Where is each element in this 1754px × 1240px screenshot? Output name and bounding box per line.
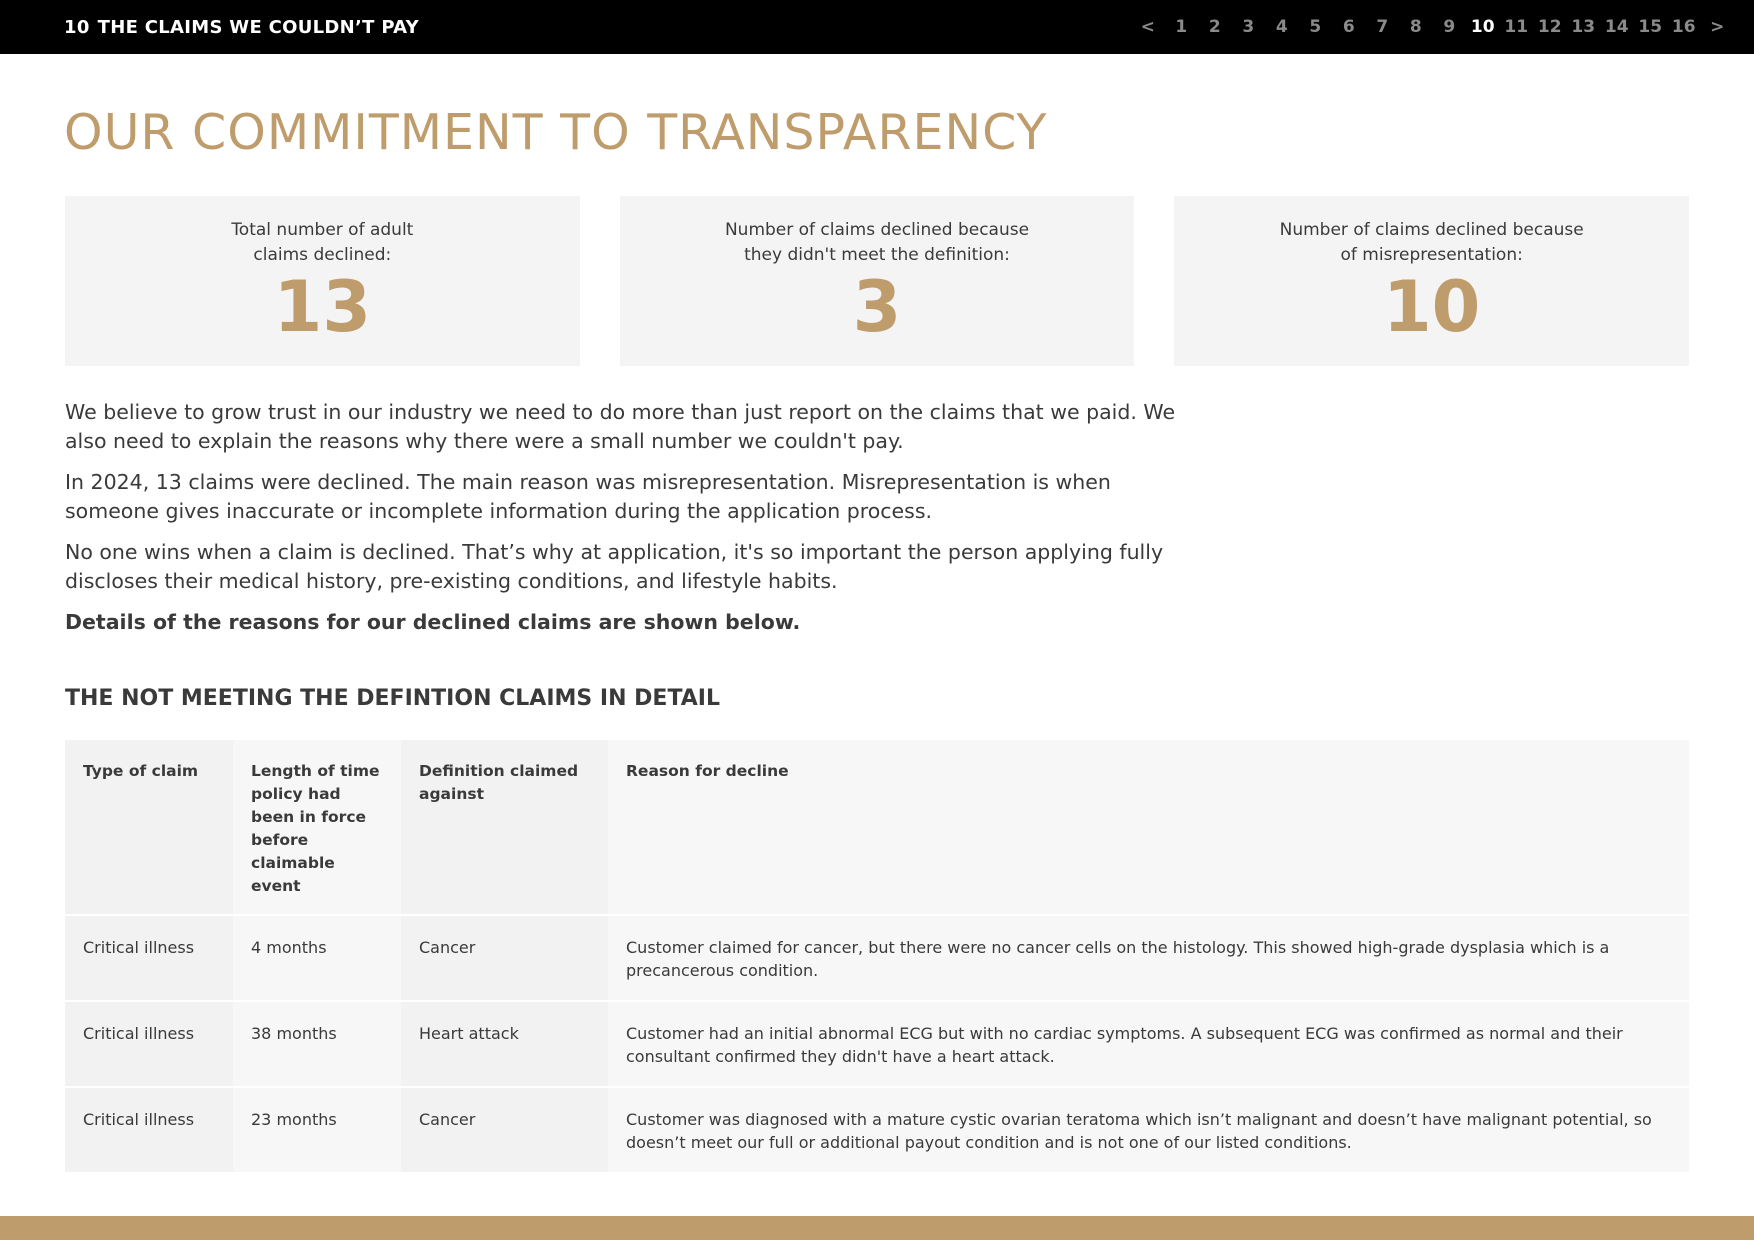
page-link[interactable]: 8 [1409,17,1422,37]
stat-label-line: they didn't meet the definition: [744,245,1010,265]
table-cell: Customer claimed for cancer, but there were no cancer cells on the histology. This showed high-grade dysplasia which is a precancerous condition. [608,915,1689,1001]
page-link[interactable]: 14 [1604,17,1629,37]
paragraph-emphasis: Details of the reasons for our declined claims are shown below. [65,610,801,634]
page-link[interactable]: 15 [1638,17,1663,37]
column-header: Reason for decline [608,740,1689,915]
table-cell: Cancer [401,1087,608,1173]
table-cell: 38 months [233,1001,401,1087]
top-bar [0,0,1754,54]
column-header: Type of claim [65,740,233,915]
table-cell: Critical illness [65,1001,233,1087]
table-cell: Customer had an initial abnormal ECG but with no cardiac symptoms. A subsequent ECG was confirmed as normal and their consultant confirmed they didn't have a heart attack. [608,1001,1689,1087]
page-link[interactable]: 2 [1208,17,1221,37]
prev-page-button[interactable]: < [1140,17,1155,37]
page-link[interactable]: 7 [1376,17,1389,37]
section-name: THE CLAIMS WE COULDN’T PAY [97,16,419,38]
stat-cards [65,196,1689,366]
stat-value: 13 [273,266,372,348]
table-cell: Critical illness [65,915,233,1001]
page-link[interactable]: 4 [1275,17,1288,37]
stat-card-misrepresentation-declined [1174,196,1689,366]
stat-label [1272,218,1592,268]
stat-label-line: Total number of adult [231,220,414,240]
table-cell: Customer was diagnosed with a mature cystic ovarian teratoma which isn’t malignant and doesn’t have malignant potential, so doesn’t meet our full or additional payout condition and is not one of our listed conditions. [608,1087,1689,1173]
table-cell: 4 months [233,915,401,1001]
table-cell: Critical illness [65,1087,233,1173]
column-header: Definition claimed against [401,740,608,915]
stat-label-line: claims declined: [253,245,392,265]
page-link[interactable]: 16 [1671,17,1696,37]
stat-label-line: Number of claims declined because [1279,220,1584,240]
stat-value: 10 [1382,266,1481,348]
stat-label [162,218,482,268]
footer-band [0,1216,1754,1240]
page-link-current[interactable]: 10 [1470,17,1495,37]
table-cell: 23 months [233,1087,401,1173]
table-cell: Cancer [401,915,608,1001]
page-link[interactable]: 12 [1537,17,1562,37]
page-navigation [1131,17,1734,37]
paragraph: In 2024, 13 claims were declined. The main reason was misrepresentation. Misrepresentation is when someone gives inaccurate or incomplete information during the application process. [65,470,1111,523]
stat-value: 3 [852,266,902,348]
intro-text [65,398,1185,649]
column-header: Length of time policy had been in force before claimable event [233,740,401,915]
page-title: OUR COMMITMENT TO TRANSPARENCY [64,104,1048,161]
page-link[interactable]: 6 [1342,17,1355,37]
table-row [65,1087,1689,1173]
table-row [65,915,1689,1001]
detail-heading: THE NOT MEETING THE DEFINTION CLAIMS IN DETAIL [65,686,720,711]
paragraph: No one wins when a claim is declined. That’s why at application, it's so important the person applying fully discloses their medical history, pre-existing conditions, and lifestyle habits. [65,540,1164,593]
page-link[interactable]: 5 [1309,17,1322,37]
page-link[interactable]: 13 [1571,17,1596,37]
page-link[interactable]: 3 [1242,17,1255,37]
stat-label-line: of misrepresentation: [1340,245,1523,265]
page-link[interactable]: 1 [1175,17,1188,37]
table-row [65,1001,1689,1087]
stat-label [717,218,1037,268]
paragraph: We believe to grow trust in our industry we need to do more than just report on the claims that we paid. We also need to explain the reasons why there were a small number we couldn't pay. [65,400,1176,453]
stat-label-line: Number of claims declined because [724,220,1030,240]
stat-card-total-declined [65,196,580,366]
next-page-button[interactable]: > [1710,17,1725,37]
stat-card-definition-declined [620,196,1135,366]
table-cell: Heart attack [401,1001,608,1087]
declined-claims-table [65,740,1689,1174]
page-link[interactable]: 9 [1443,17,1456,37]
page-link[interactable]: 11 [1504,17,1529,37]
section-number: 10 [64,16,90,38]
section-title [64,17,419,38]
table-header-row [65,740,1689,915]
